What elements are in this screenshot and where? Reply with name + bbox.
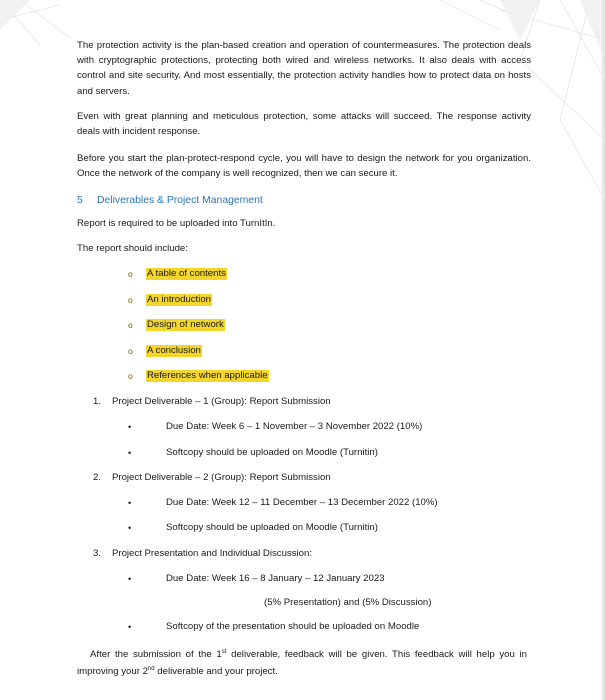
deliverable-number: 1.: [93, 396, 102, 407]
list-marker: o: [128, 371, 133, 381]
deliverable-2-upload: Softcopy should be uploaded on Moodle (Turnitin): [166, 522, 378, 533]
deliverable-number: 3.: [93, 548, 102, 559]
report-item-references: References when applicable: [147, 370, 268, 381]
list-marker: o: [128, 320, 133, 330]
section-heading: [77, 195, 263, 206]
deliverable-3-upload: Softcopy of the presentation should be uploaded on Moodle: [166, 621, 420, 632]
paragraph-cycle: Before you start the plan-protect-respond cycle, you will have to design the network for you organization. Once the network of the company is well recognized, then we can secure it.: [77, 153, 531, 180]
bullet-icon: •: [128, 622, 132, 632]
report-include-text: The report should include:: [77, 243, 188, 254]
deliverable-number: 2.: [93, 472, 102, 483]
report-upload-text: Report is required to be uploaded into TurnItIn.: [77, 218, 276, 229]
closing-paragraph: [77, 645, 527, 680]
deliverable-1-due-date: Due Date: Week 6 – 1 November – 3 November 2022 (10%): [166, 421, 423, 432]
bullet-icon: •: [128, 422, 132, 432]
deliverable-1-upload: Softcopy should be uploaded on Moodle (Turnitin): [166, 447, 378, 458]
list-marker: o: [128, 295, 133, 305]
bullet-icon: •: [128, 498, 132, 508]
paragraph-protection: The protection activity is the plan-based creation and operation of countermeasures. The protection deals with cryptographic protections, protecting both wired and wireless networks. It also deals with access control and site security. And most essentially, the protection activity handles how to protect data on hosts and servers.: [77, 40, 531, 97]
deliverable-2-title: Project Deliverable – 2 (Group): Report Submission: [112, 472, 331, 483]
section-number: 5: [77, 195, 83, 206]
deliverable-3-title: Project Presentation and Individual Discussion:: [112, 548, 312, 559]
deliverable-1-title: Project Deliverable – 1 (Group): Report Submission: [112, 396, 331, 407]
deliverable-3-weighting: (5% Presentation) and (5% Discussion): [264, 597, 432, 608]
report-item-design: Design of network: [147, 319, 224, 330]
report-item-conclusion: A conclusion: [147, 345, 201, 356]
closing-superscript: nd: [147, 666, 155, 673]
closing-text: deliverable, feedback will be given. This feedback will help you in improving your 2: [77, 649, 528, 678]
list-marker: o: [128, 269, 133, 279]
bullet-icon: •: [128, 448, 132, 458]
report-item-introduction: An introduction: [147, 294, 211, 305]
deliverable-2-due-date: Due Date: Week 12 – 11 December – 13 December 2022 (10%): [166, 497, 438, 508]
section-title: Deliverables & Project Management: [97, 195, 263, 206]
list-marker: o: [128, 346, 133, 356]
report-item-contents: A table of contents: [147, 268, 226, 279]
deliverable-3-due-date: Due Date: Week 16 – 8 January – 12 January 2023: [166, 573, 385, 584]
paragraph-response: Even with great planning and meticulous protection, some attacks will succeed. The response activity deals with incident response.: [77, 111, 531, 138]
closing-superscript: st: [221, 649, 227, 655]
bullet-icon: •: [128, 574, 132, 584]
closing-text: After the submission of the 1: [90, 649, 222, 661]
bullet-icon: •: [128, 523, 132, 533]
closing-text: deliverable and your project.: [154, 666, 278, 678]
